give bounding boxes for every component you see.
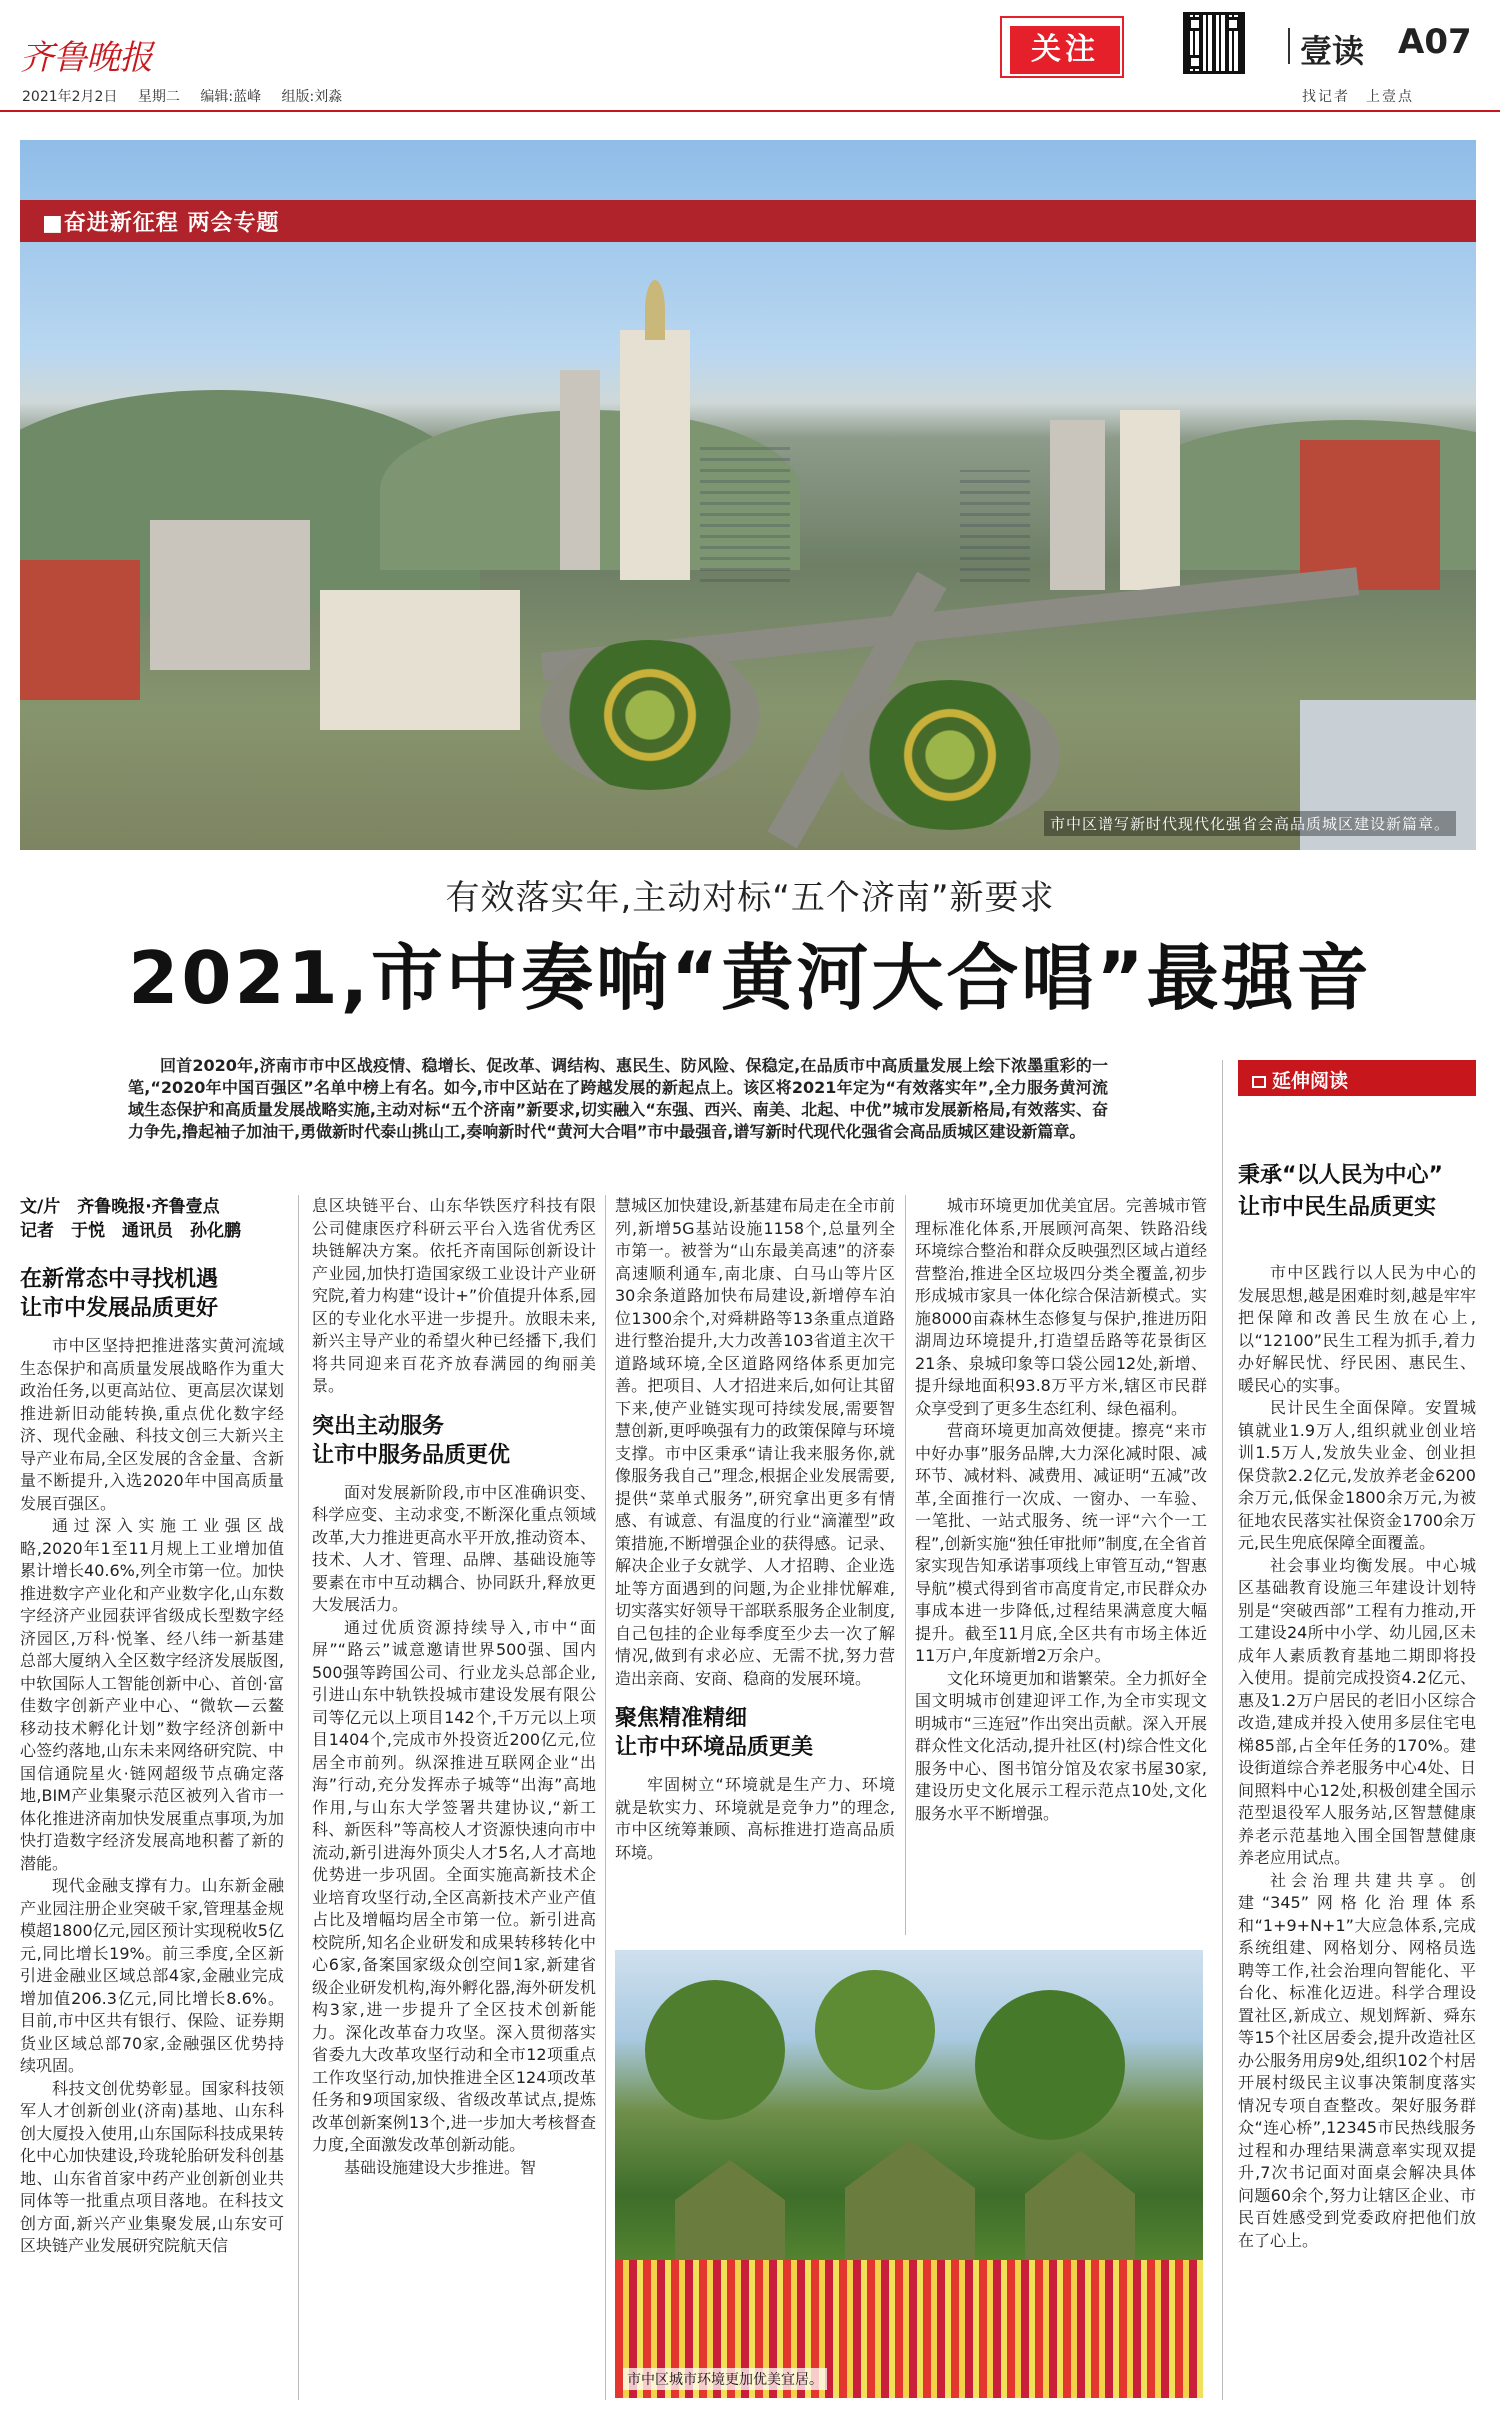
column-4-paragraph: 营商环境更加高效便捷。擦亮“来市中好办事”服务品牌,大力深化减时限、减环节、减材料、减费用、减证明“五减”改革,全面推行一次成、一窗办、一车验、一笔批、一站式服务、统一评“六个一工程”,创新实施“独任审批师”制度,在全省首家实现告知承诺事项线上审管互动,“智惠导航”模式得到省市高度肯定,市民群众办事成本进一步降低,过程结果满意度大幅提升。截至11月底,全区共有市场主体近11万户,年度新增2万余户。 (915, 1421, 1207, 1665)
garden-photo (615, 1950, 1203, 2398)
column-3 (615, 1195, 895, 1864)
sidebar-tab-text: 延伸阅读 (1272, 1070, 1349, 1092)
sub-headline: 有效落实年,主动对标“五个济南”新要求 (445, 878, 1055, 918)
sidebar-tab-label (1252, 1066, 1348, 1093)
building (150, 520, 310, 670)
tower-spire (645, 280, 665, 340)
hero-photo (20, 140, 1476, 850)
column-4 (915, 1195, 1207, 1825)
column-1-paragraph: 通过深入实施工业强区战略,2020年1至11月规上工业增加值累计增长40.6%,列全市第一位。加快推进数字产业化和产业数字化,山东数字经济产业园获评省级成长型数字经济园区,万科·悦峯、经八纬一新基建总部大厦纳入全区数字经济发展版图,中软国际人工智能创新中心、首创·富佳数字创新产业中心、“微软—云鳌移动技术孵化计划”数字经济创新中心签约落地,山东未来网络研究院、中国信通院星火·链网超级节点确定落地,BIM产业集聚示范区被列入省市一体化推进济南加快发展重点事项,为加快打造数字经济发展高地积蓄了新的潜能。 (20, 1516, 284, 1873)
follow-badge: 关注 (1010, 26, 1120, 74)
column-3-paragraph: 牢固树立“环境就是生产力、环境就是软实力、环境就是竞争力”的理念,市中区统筹兼顾、高标推进打造高品质环境。 (615, 1775, 895, 1862)
issue-meta (22, 86, 358, 106)
qr-code-icon (1183, 12, 1245, 74)
column-2-paragraph: 通过优质资源持续导入,市中“面屏”“路云”诚意邀请世界500强、国内500强等跨国公司、行业龙头总部企业,引进山东中轨铁投城市建设发展有限公司等亿元以上项目142个,千万元以上项目1404个,完成市外投资近200亿元,位居全市前列。纵深推进互联网企业“出海”行动,充分发挥赤子城等“出海”高地作用,与山东大学签署共建协议,“新工科、新医科”等高校人才资源快速向市中流动,新引进海外顶尖人才5名,人才高地优势进一步巩固。全面实施高新技术企业培育攻坚行动,全区高新技术产业产值占比及增幅均居全市第一位。新引进高校院所,知名企业研发和成果转移转化中心6家,备案国家级众创空间1家,新建省级企业研发机构,海外孵化器,海外研发机构3家,进一步提升了全区技术创新能力。深化改革奋力攻坚。深入贯彻落实省委九大改革攻坚行动和全市12项重点工作攻坚行动,加快推进全区124项改革任务和9项国家级、省级改革试点,提炼改革创新案例13个,进一步加大考核督查力度,全面激发改革创新动能。 (312, 1617, 596, 2154)
column-2-paragraph: 面对发展新阶段,市中区准确识变、科学应变、主动求变,不断深化重点领域改革,大力推进更高水平开放,推动资本、技术、人才、管理、品牌、基础设施等要素在市中互动耦合、协同跃升,释放更大发展活力。 (312, 1482, 596, 1614)
column-1-paragraph: 科技文创优势彰显。国家科技领军人才创新创业(济南)基地、山东科创大厦投入使用,山东国际科技成果转化中心加快建设,玲珑轮胎研发科创基地、山东省首家中药产业创新创业共同体等一批重点项目落地。在科技文创方面,新兴产业集聚发展,山东安可区块链产业发展研究院航天信 (20, 2078, 284, 2255)
newspaper-logo: 齐鲁晚报 (20, 38, 152, 78)
garden-photo-caption: 市中区城市环境更加优美宜居。 (623, 2368, 827, 2390)
tower-building (620, 330, 690, 580)
column-2-paragraph: 基础设施建设大步推进。智 (344, 2157, 537, 2177)
issue-weekday: 星期二 (137, 89, 180, 105)
column-1-heading: 在新常态中寻找机遇 让市中发展品质更好 (20, 1267, 219, 1321)
column-2 (312, 1195, 596, 2179)
column-4-paragraph: 文化环境更加和谐繁荣。全力抓好全国文明城市创建迎评工作,为全市实现文明城市“三连冠”作出突出贡献。深入开展群众性文化活动,提升社区(村)综合性文化服务中心、图书馆分馆及农家书屋30家,建设历史文化展示工程示范点10处,文化服务水平不断增强。 (915, 1668, 1207, 1823)
building (1120, 410, 1180, 590)
column-3-heading: 聚焦精准精细 让市中环境品质更美 (615, 1706, 814, 1760)
sidebar-paragraph: 民计民生全面保障。安置城镇就业1.9万人,组织就业创业培训1.5万人,发放失业金、创业担保贷款2.2亿元,发放养老金6200余万元,低保金1800余万元,为被征地农民落实社保资金1700余万元,民生兜底保障全面覆盖。 (1238, 1398, 1476, 1552)
issue-editor: 编辑:蓝峰 (200, 89, 262, 105)
main-headline: 2021,市中奏响“黄河大合唱”最强音 (128, 936, 1372, 1020)
lead-paragraph: 回首2020年,济南市市中区战疫情、稳增长、促改革、调结构、惠民生、防风险、保稳定,在品质市中高质量发展上绘下浓墨重彩的一笔,“2020年中国百强区”名单中榜上有名。如今,市中区站在了跨越发展的新起点上。该区将2021年定为“有效落实年”,全力服务黄河流域生态保护和高质量发展战略实施,主动对标“五个济南”新要求,切实融入“东强、西兴、南美、北起、中优”城市发展新格局,有效落实、奋力争先,撸起袖子加油干,勇做新时代泰山挑山工,奏响新时代“黄河大合唱”市中最强音,谱写新时代现代化强省会高品质城区建设新篇章。 (128, 1056, 1108, 1141)
topiary-globe (815, 1970, 935, 2090)
column-2-paragraph: 息区块链平台、山东华铁医疗科技有限公司健康医疗科研云平台入选省优秀区块链解决方案。依托齐南国际创新设计产业园,加快打造国家级工业设计产业研究院,着力构建“设计+”价值提升体系,园区的专业化水平进一步提升。放眼未来,新兴主导产业的希望火种已经播下,我们将共同迎来百花齐放春满园的绚丽美景。 (312, 1196, 596, 1395)
building (700, 440, 790, 590)
building (560, 370, 600, 570)
square-icon (1252, 1076, 1266, 1088)
building (1050, 420, 1105, 590)
sidebar-paragraph: 社会治理共建共享。创建“345”网格化治理体系和“1+9+N+1”大应急体系,完成系统组建、网格划分、网格员选聘等工作,社会治理向智能化、平台化、标准化迈进。科学合理设置社区,新成立、规划辉新、舜东等15个社区居委会,提升改造社区办公服务用房9处,组织102个村居开展村级民主议事决策制度落实情况专项自查整改。架好服务群众“连心桥”,12345市民热线服务过程和办理结果满意率实现双提升,7次书记面对面桌会解决具体问题60余个,努力让辖区企业、市民百姓感受到党委政府把他们放在了心上。 (1238, 1870, 1476, 2250)
topiary-globe (645, 1980, 785, 2120)
column-1-paragraph: 市中区坚持把推进落实黄河流域生态保护和高质量发展战略作为重大政治任务,以更高站位、更高层次谋划推进新旧动能转换,重点优化数字经济、现代金融、科技文创三大新兴主导产业布局,全区发展的含金量、含新量不断提升,入选2020年中国高质量发展百强区。 (20, 1336, 284, 1513)
masthead-rule (0, 110, 1500, 112)
roundabout-garden (540, 640, 760, 790)
column-4-paragraph: 城市环境更加优美宜居。完善城市管理标准化体系,开展顾河高架、铁路沿线环境综合整治和群众反映强烈区域占道经营整治,推进全区垃圾四分类全覆盖,初步形成城市家具一体化综合保洁新模式。实施8000亩森林生态修复与保护,推进历阳湖周边环境提升,打造望岳路等花景街区21条、泉城印象等口袋公园12处,新增、提升绿地面积93.8万平方米,辖区市民群众享受到了更多生态红利、绿色福利。 (915, 1196, 1207, 1418)
topiary-house (845, 2140, 975, 2260)
masthead (0, 0, 1500, 110)
page-number: A07 (1398, 22, 1472, 62)
column-1-paragraph: 现代金融支撑有力。山东新金融产业园注册企业突破千家,管理基金规模超1800亿元,园区预计实现税收5亿元,同比增长19%。前三季度,全区新引进金融业区域总部4家,金融业完成增加值206.3亿元,同比增长8.6%。目前,市中区共有银行、保险、证券期货业区域总部70家,金融强区优势持续巩固。 (20, 1876, 284, 2075)
building (1300, 440, 1440, 590)
byline-line-2: 记者 于悦 通讯员 孙化鹏 (20, 1221, 241, 1241)
issue-date: 2021年2月2日 (22, 89, 118, 105)
building (960, 470, 1030, 590)
slogan: 找记者 上壹点 (1302, 89, 1414, 105)
topiary-house (1025, 2150, 1135, 2260)
column-1 (20, 1195, 284, 2258)
column-2-heading: 突出主动服务 让市中服务品质更优 (312, 1413, 511, 1468)
sidebar-paragraph: 市中区践行以人民为中心的发展思想,越是困难时刻,越是牢牢把保障和改善民生放在心上,以“12100”民生工程为抓手,着力办好解民忧、纾民困、惠民生、暖民心的实事。 (1238, 1263, 1476, 1395)
column-rule (905, 1195, 906, 1935)
section-banner-text: ■奋进新征程 两会专题 (42, 211, 280, 236)
hero-caption: 市中区谱写新时代现代化强省会高品质城区建设新篇章。 (1044, 811, 1456, 836)
column-rule (605, 1195, 606, 2400)
masthead-divider (1288, 28, 1290, 64)
column-rule (298, 1195, 299, 2400)
section-name: 壹读 (1300, 32, 1365, 70)
sidebar-body (1238, 1262, 1476, 2252)
issue-layout: 组版:刘淼 (281, 89, 343, 105)
topiary-globe (975, 1990, 1125, 2140)
sidebar-paragraph: 社会事业均衡发展。中心城区基础教育设施三年建设计划特别是“突破西部”工程有力推动,开工建设24所中小学、幼儿园,区未成年人素质教育基地二期即将投入使用。提前完成投资4.2亿元、惠及1.2万户居民的老旧小区综合改造,建成并投入使用多层住宅电梯85部,占全年任务的170%。建设街道综合养老服务中心4处、日间照料中心12处,积极创建全国示范型退役军人服务站,区智慧健康养老示范基地入围全国智慧健康养老应用试点。 (1238, 1555, 1476, 1867)
building (320, 590, 520, 730)
sidebar-heading: 秉承“以人民为中心” 让市中民生品质更实 (1238, 1163, 1443, 1220)
byline-line-1: 文/片 齐鲁晚报·齐鲁壹点 (20, 1197, 220, 1217)
topiary-house (675, 2160, 785, 2260)
sidebar-rule (1222, 1060, 1223, 2400)
building (20, 560, 140, 700)
column-3-paragraph: 慧城区加快建设,新基建布局走在全市前列,新增5G基站设施1158个,总量列全市第一。被誉为“山东最美高速”的济泰高速顺利通车,南北康、白马山等片区30余条道路加快布局建设,新增停车泊位1300余个,对舜耕路等13条重点道路进行整治提升,大力改善103省道主次干道路域环境,全区道路网络体系更加完善。把项目、人才招进来后,如何让其留下来,使产业链实现可持续发展,需要智慧创新,更呼唤强有力的政策保障与环境支撑。市中区秉承“请让我来服务你,就像服务我自己”理念,根据企业发展需要,提供“菜单式服务”,研究拿出更多有情感、有诚意、有温度的行业“滴灌型”政策措施,不断增强企业的获得感。记录、解决企业子女就学、人才招聘、企业选址等方面遇到的问题,为企业排忧解难,切实落实好领导干部联系服务企业制度,自己包挂的企业每季度至少去一次了解情况,做到有求必应、无需不扰,努力营造出亲商、安商、稳商的发展环境。 (615, 1196, 895, 1688)
roundabout-garden (840, 680, 1060, 830)
